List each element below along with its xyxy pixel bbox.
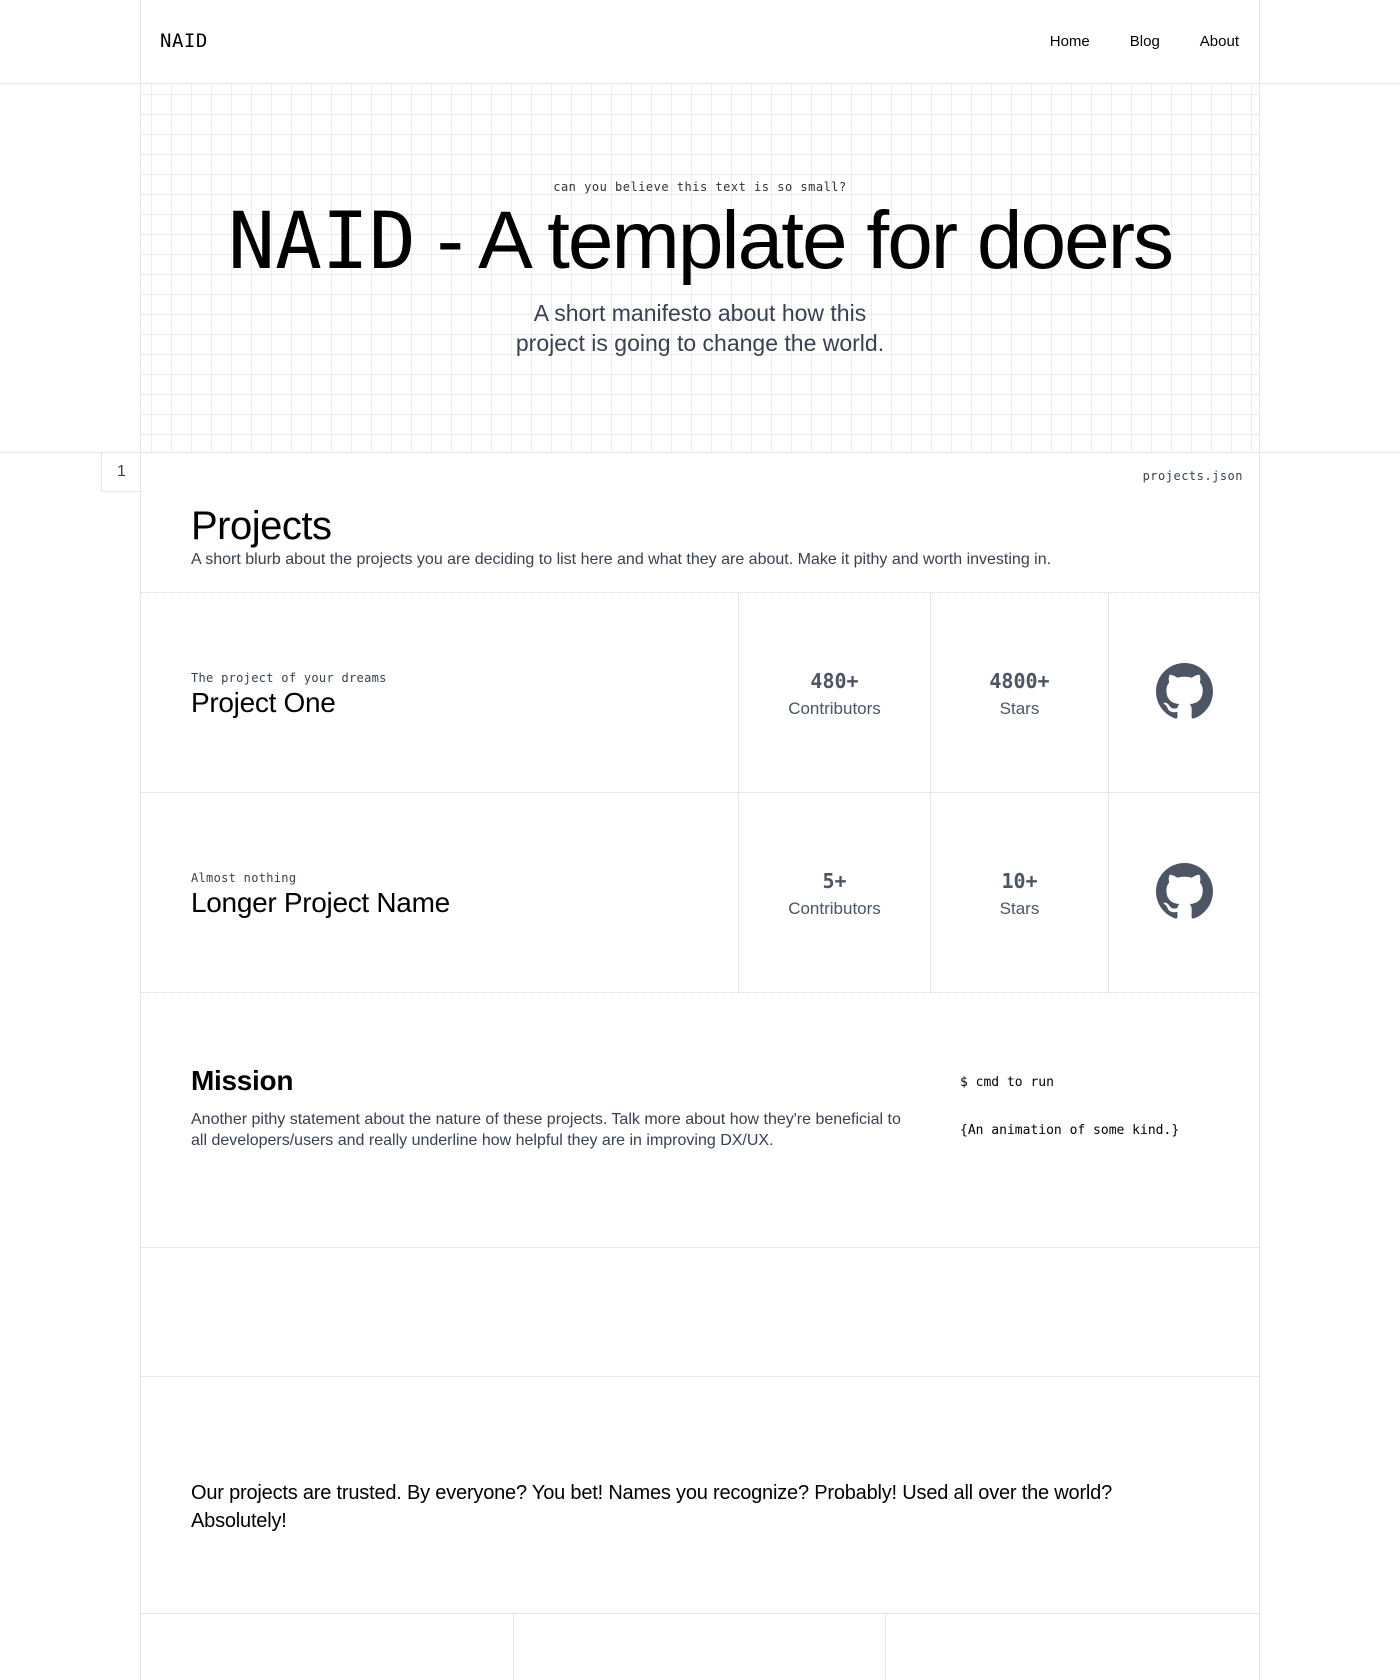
stars-cell: [930, 793, 1108, 993]
stars-count: 4800+: [989, 669, 1050, 693]
main-nav: [1050, 33, 1239, 50]
stars-label: Stars: [999, 699, 1040, 718]
nav-about-link[interactable]: About: [1199, 33, 1239, 50]
mission-title: Mission: [191, 1065, 294, 1096]
command-snippet[interactable]: $ cmd to run: [960, 1075, 1054, 1090]
contributors-label: Contributors: [788, 699, 881, 718]
contributors-cell: [738, 593, 930, 793]
contributors-label: Contributors: [788, 899, 881, 918]
github-link-cell[interactable]: [1108, 793, 1259, 993]
project-row: [141, 792, 1259, 992]
hero-kicker: can you believe this text is so small?: [553, 180, 847, 194]
hero-subtitle-line-2: project is going to change the world.: [515, 330, 885, 356]
file-label: projects.json: [1142, 469, 1243, 483]
nav-home-link[interactable]: Home: [1049, 33, 1090, 50]
animation-placeholder: {An animation of some kind.}: [960, 1123, 1180, 1138]
hero-title: [141, 192, 1259, 290]
project-name[interactable]: Project One: [191, 687, 336, 718]
stars-count: 10+: [1001, 869, 1038, 893]
grid-divider: [885, 1614, 886, 1680]
hero-section: [140, 84, 1260, 452]
project-tagline: Almost nothing: [191, 871, 297, 885]
mission-section: [140, 993, 1260, 1248]
hero-subtitle-line-1: A short manifesto about how this: [533, 300, 867, 326]
github-link-cell[interactable]: [1108, 593, 1259, 793]
project-tagline: The project of your dreams: [191, 671, 387, 685]
project-row: [141, 592, 1259, 792]
contributors-count: 5+: [822, 869, 847, 893]
hero-title-rest: - A template for doers: [415, 195, 1173, 286]
section-number: 1: [101, 452, 141, 492]
github-icon[interactable]: [1156, 863, 1213, 920]
projects-blurb: A short blurb about the projects you are deciding to list here and what they are about. Make it pithy and worth investing in.: [191, 551, 1052, 568]
trusted-statement: Our projects are trusted. By everyone? You bet! Names you recognize? Probably! Used all over the world? Absolutely!: [191, 1482, 1113, 1532]
contributors-count: 480+: [810, 669, 859, 693]
projects-title: Projects: [191, 504, 332, 548]
project-name[interactable]: Longer Project Name: [191, 887, 450, 918]
hero-subtitle: [141, 298, 1259, 358]
nav-blog-link[interactable]: Blog: [1129, 33, 1160, 50]
github-icon[interactable]: [1156, 663, 1213, 720]
header-inner: [140, 0, 1260, 84]
spacer-section: [140, 1248, 1260, 1377]
trusted-section: [140, 1377, 1260, 1614]
projects-section: [140, 452, 1260, 993]
hero-title-brand: NAID: [227, 197, 416, 287]
stars-label: Stars: [999, 899, 1040, 918]
project-name-cell: [191, 871, 450, 919]
site-header: [0, 0, 1400, 84]
contributors-cell: [738, 793, 930, 993]
mission-text: Another pithy statement about the nature of these projects. Talk more about how they're beneficial to all developers/users and really underline how helpful they are in improving DX/UX.: [191, 1111, 901, 1149]
logo-grid: [140, 1614, 1260, 1680]
stars-cell: [930, 593, 1108, 793]
grid-divider: [513, 1614, 514, 1680]
site-logo[interactable]: NAID: [160, 30, 208, 52]
project-name-cell: [191, 671, 387, 719]
